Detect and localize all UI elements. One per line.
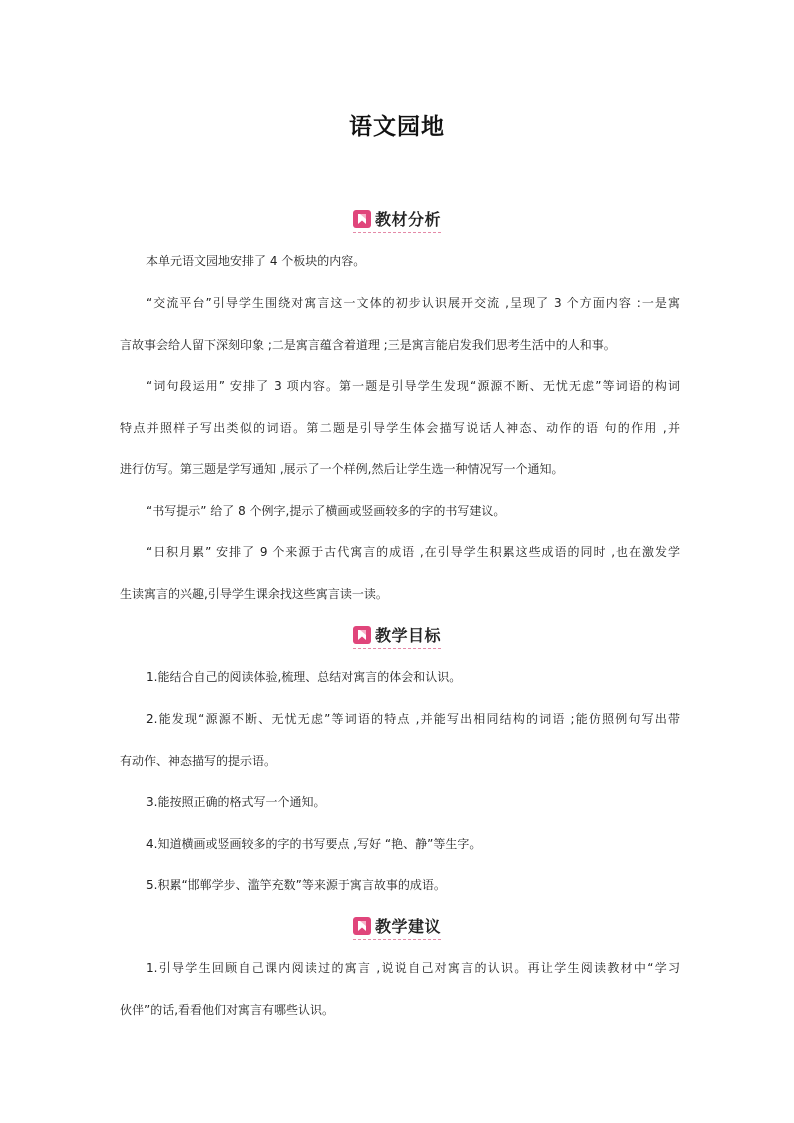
paragraph [120, 699, 680, 782]
paragraph [120, 491, 680, 533]
section-heading-teaching-goals [0, 623, 794, 649]
bookmark-icon [353, 626, 371, 644]
paragraph [120, 782, 680, 824]
paragraph-line: 本单元语文园地安排了 4 个板块的内容。 [146, 254, 366, 268]
paragraph-line: 2.能发现“源源不断、无忧无虑”等词语的特点 ,并能写出相同结构的词语 ;能仿照例句写出带 [146, 712, 680, 726]
paragraph [120, 657, 680, 699]
paragraph-line: “书写提示” 给了 8 个例字,提示了横画或竖画较多的字的书写建议。 [146, 504, 506, 518]
paragraph-line: “词句段运用” 安排了 3 项内容。第一题是引导学生发现“源源不断、无忧无虑”等词语的构词 [146, 379, 680, 393]
paragraph [120, 241, 680, 283]
paragraph-line: “交流平台”引导学生围绕对寓言这一文体的初步认识展开交流 ,呈现了 3 个方面内容 :一是寓 [146, 296, 680, 310]
section-heading-label: 教材分析 [374, 210, 441, 229]
paragraph [120, 283, 680, 366]
paragraph-line: 1.引导学生回顾自己课内阅读过的寓言 ,说说自己对寓言的认识。再让学生阅读教材中“学习 [146, 961, 680, 975]
bookmark-icon [353, 210, 371, 228]
document-title: 语文园地 [349, 114, 445, 140]
paragraph-line: 伙伴”的话,看看他们对寓言有哪些认识。 [120, 1002, 335, 1017]
paragraph-line: “日积月累” 安排了 9 个来源于古代寓言的成语 ,在引导学生积累这些成语的同时 ,也在激发学 [146, 545, 680, 559]
section-heading-textbook-analysis [0, 207, 794, 233]
paragraph [120, 366, 680, 491]
section-heading-label: 教学建议 [374, 917, 441, 936]
paragraph [120, 948, 680, 1031]
paragraph-line: 3.能按照正确的格式写一个通知。 [146, 795, 326, 809]
paragraph-line: 1.能结合自己的阅读体验,梳理、总结对寓言的体会和认识。 [146, 670, 462, 684]
paragraph-line: 5.积累“邯郸学步、滥竽充数”等来源于寓言故事的成语。 [146, 878, 446, 892]
paragraph-line: 特点并照样子写出类似的词语。第二题是引导学生体会描写说话人神态、动作的语 句的作用 ,并 [120, 420, 680, 435]
paragraph-line: 言故事会给人留下深刻印象 ;二是寓言蕴含着道理 ;三是寓言能启发我们思考生活中的人和事。 [120, 337, 616, 352]
paragraph-line: 有动作、神态描写的提示语。 [120, 753, 277, 768]
bookmark-icon [353, 917, 371, 935]
paragraph [120, 865, 680, 907]
paragraph [120, 532, 680, 615]
paragraph-line: 4.知道横画或竖画较多的字的书写要点 ,写好 “艳、静”等生字。 [146, 837, 482, 851]
paragraph-line: 进行仿写。第三题是学写通知 ,展示了一个样例,然后让学生选一种情况写一个通知。 [120, 462, 564, 476]
paragraph [120, 824, 680, 866]
section-heading-teaching-suggestions [0, 914, 794, 940]
section-heading-label: 教学目标 [374, 626, 441, 645]
paragraph-line: 生读寓言的兴趣,引导学生课余找这些寓言读一读。 [120, 586, 388, 601]
